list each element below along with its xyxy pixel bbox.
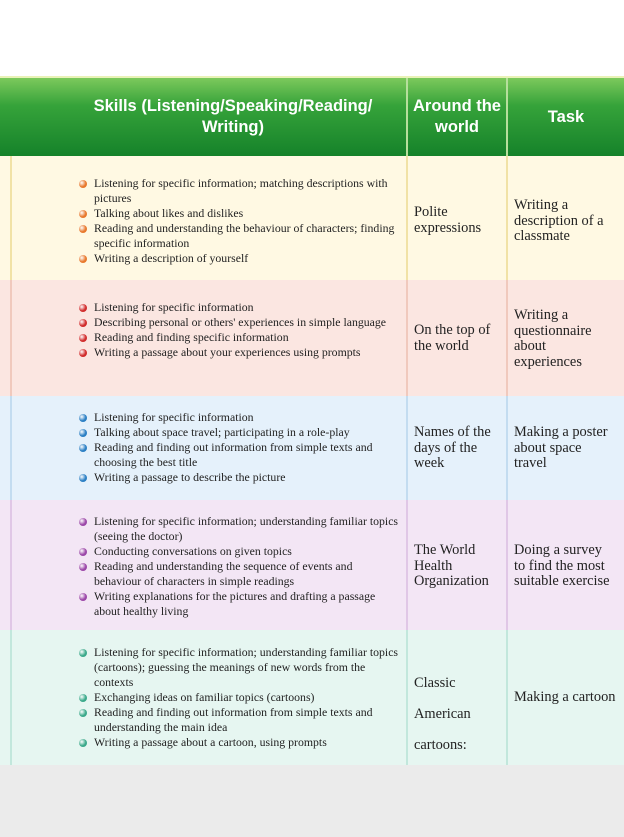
bullet-icon <box>79 255 87 263</box>
skill-item: Listening for specific information; understanding familiar topics (cartoons); guessing the meanings of new words from the contexts <box>78 645 400 690</box>
around-the-world-cell: On the top of the world <box>414 322 491 354</box>
task-cell: Making a poster about space travel <box>514 424 608 471</box>
table-row <box>0 396 624 500</box>
skill-item: Writing explanations for the pictures and drafting a passage about healthy living <box>78 589 400 619</box>
bullet-icon <box>79 210 87 218</box>
skill-item: Writing a passage about a cartoon, using prompts <box>78 735 400 750</box>
row-left-edge <box>10 630 12 765</box>
skill-item: Talking about likes and dislikes <box>78 206 400 221</box>
skill-item: Talking about space travel; participating in a role-play <box>78 425 400 440</box>
column-divider <box>406 500 408 630</box>
skill-item: Reading and understanding the sequence of events and behaviour of characters in simple readings <box>78 559 400 589</box>
table-header <box>0 76 624 156</box>
around-the-world-cell: Names of the days of the week <box>414 424 491 471</box>
skill-item: Describing personal or others' experiences in simple language <box>78 315 400 330</box>
skill-item: Listening for specific information; understanding familiar topics (seeing the doctor) <box>78 514 400 544</box>
column-divider <box>506 500 508 630</box>
bullet-icon <box>79 593 87 601</box>
skill-item: Writing a passage about your experiences using prompts <box>78 345 400 360</box>
world-line: cartoons: <box>414 736 467 753</box>
bullet-icon <box>79 444 87 452</box>
table-row <box>0 156 624 280</box>
column-divider <box>406 630 408 765</box>
bullet-icon <box>79 319 87 327</box>
header-skills: Skills (Listening/Speaking/Reading/ Writing) <box>93 97 373 136</box>
column-divider <box>506 156 508 280</box>
bullet-icon <box>79 334 87 342</box>
column-divider <box>506 630 508 765</box>
around-the-world-cell: Polite expressions <box>414 204 482 236</box>
bullet-icon <box>79 548 87 556</box>
bullet-icon <box>79 414 87 422</box>
column-divider <box>506 280 508 396</box>
bottom-band <box>0 765 624 837</box>
bullet-icon <box>79 649 87 657</box>
bullet-icon <box>79 739 87 747</box>
column-divider <box>406 396 408 500</box>
bullet-icon <box>79 518 87 526</box>
bullet-icon <box>79 304 87 312</box>
skill-item: Listening for specific information <box>78 410 400 425</box>
skill-item: Reading and finding out information from simple texts and understanding the main idea <box>78 705 400 735</box>
skill-item: Exchanging ideas on familiar topics (cartoons) <box>78 690 400 705</box>
skill-item: Writing a passage to describe the picture <box>78 470 400 485</box>
row-left-edge <box>10 396 12 500</box>
skill-item: Reading and finding out information from simple texts and choosing the best title <box>78 440 400 470</box>
task-cell: Writing a description of a classmate <box>514 197 604 244</box>
bullet-icon <box>79 349 87 357</box>
skill-item: Listening for specific information <box>78 300 400 315</box>
task-cell: Writing a questionnaire about experiences <box>514 307 592 370</box>
skill-item: Reading and understanding the behaviour of characters; finding specific information <box>78 221 400 251</box>
bullet-icon <box>79 225 87 233</box>
header-task: Task <box>547 107 585 126</box>
task-cell: Making a cartoon <box>514 689 616 705</box>
table-row <box>0 630 624 765</box>
skills-cell <box>78 176 400 266</box>
row-left-edge <box>10 156 12 280</box>
bullet-icon <box>79 709 87 717</box>
world-line: American <box>414 705 471 722</box>
bullet-icon <box>79 474 87 482</box>
skills-cell <box>78 300 400 360</box>
table-row <box>0 280 624 396</box>
skill-item: Conducting conversations on given topics <box>78 544 400 559</box>
column-divider <box>506 396 508 500</box>
skill-item: Reading and finding specific information <box>78 330 400 345</box>
column-divider <box>406 280 408 396</box>
world-line: Classic <box>414 674 456 691</box>
around-the-world-cell: The World Health Organization <box>414 542 489 589</box>
table-row <box>0 500 624 630</box>
bullet-icon <box>79 694 87 702</box>
column-divider <box>406 156 408 280</box>
row-left-edge <box>10 280 12 396</box>
header-around-the-world: Around the world <box>413 97 501 136</box>
bullet-icon <box>79 429 87 437</box>
skills-cell <box>78 410 400 485</box>
row-left-edge <box>10 500 12 630</box>
skill-item: Listening for specific information; matching descriptions with pictures <box>78 176 400 206</box>
skills-cell <box>78 645 400 750</box>
skills-cell <box>78 514 400 619</box>
task-cell: Doing a survey to find the most suitable exercise <box>514 542 610 589</box>
bullet-icon <box>79 563 87 571</box>
bullet-icon <box>79 180 87 188</box>
skill-item: Writing a description of yourself <box>78 251 400 266</box>
